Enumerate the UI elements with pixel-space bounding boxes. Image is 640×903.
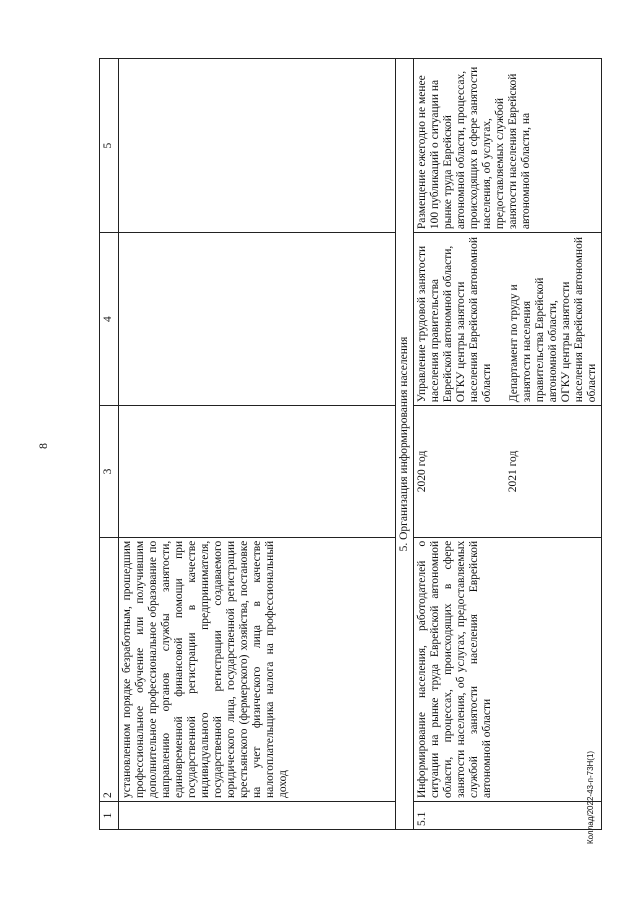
header-col-3: 3 [100, 406, 119, 538]
cell-executors [414, 233, 602, 406]
executors-2020: Управление трудовой занятости населения правительства Еврейской автономной области, ОГКУ центры занятости населения Еврейской автономной области [416, 237, 493, 403]
header-row [100, 59, 119, 830]
table-row [119, 59, 396, 830]
cell-description: установленном порядке безработным, прошедшим профессиональное обучение или получившим дополнительное профессиональное образование по направлению органов службы занятости, единовременной финансовой помощи при государственной регистрации в качестве индивидуального предпринимателя, государственной регистрации создаваемого юридического лица, государственной регистрации крестьянского (фермерского) хозяйства, постановке на учет физического лица в качестве налогоплательщика налога на профессиональный доход [119, 537, 396, 801]
executors-2021: Департамент по труду и занятости населения правительства Еврейской автономной области, ОГКУ центры занятости населения Еврейской автономной области [508, 237, 598, 403]
header-col-4: 4 [100, 233, 119, 406]
cell-period [119, 406, 396, 538]
document-code: Коллад/2022-43-п-73Н(1) [586, 750, 595, 844]
cell-executors [119, 233, 396, 406]
period-2021: 2021 год [507, 450, 519, 493]
cell-number [119, 802, 396, 830]
cell-result [119, 59, 396, 233]
cell-result: Размещение ежегодно не менее 100 публикаций о ситуации на рынке труда Еврейской автономной области, процессах, происходящих в сфере занятости населения, об услугах, предоставляемых службой занятости населения Еврейской автономной области, на [414, 59, 602, 233]
table-row [414, 59, 602, 830]
section-title: 5. Организация информирования населения [396, 59, 414, 830]
cell-number: 5.1 [414, 802, 602, 830]
header-col-1: 1 [100, 802, 119, 830]
cell-description: Информирование населения, работодателей о ситуации на рынке труда Еврейской автономной области, процессах, происходящих в сфере занятости населения, об услугах, предоставляемых службой занятости населения Еврейской автономной области [414, 537, 602, 801]
page-number: 8 [36, 443, 50, 449]
cell-period [414, 406, 602, 538]
period-2020: 2020 год [416, 450, 428, 493]
section-row [396, 59, 414, 830]
header-col-5: 5 [100, 59, 119, 233]
header-col-2: 2 [100, 537, 119, 801]
measures-table [99, 58, 602, 830]
